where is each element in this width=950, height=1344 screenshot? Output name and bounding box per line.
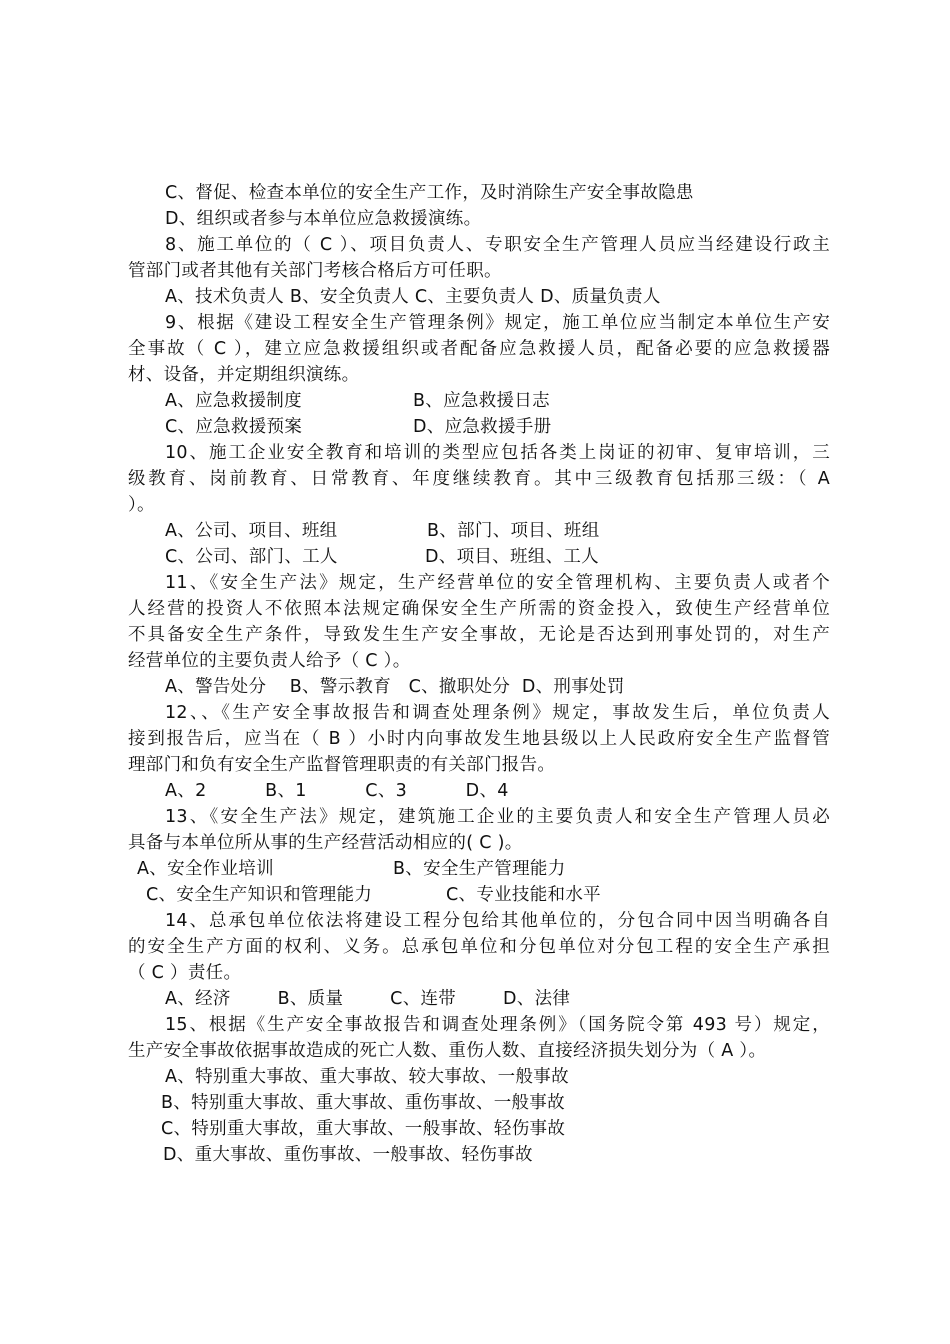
q10-options-row2 [165,544,785,570]
q14-stem-line1: 14、总承包单位依法将建设工程分包给其他单位的，分包合同中因当明确各自 [165,911,830,931]
q12-stem-line3: 理部门和负有安全生产监督管理职责的有关部门报告。 [128,755,556,775]
q9-stem-line1: 9、根据《建设工程安全生产管理条例》规定，施工单位应当制定本单位生产安 [165,313,830,333]
q10-stem-line3: ）。 [128,495,155,515]
q14-options: A、经济 B、质量 C、连带 D、法律 [165,989,571,1009]
q9-option-a: A、应急救援制度 [165,391,302,411]
q9-option-c: C、应急救援预案 [165,417,303,437]
q15-stem-line1: 15、根据《生产安全事故报告和调查处理条例》（国务院令第 493 号）规定， [165,1015,830,1035]
q9-stem-line2: 全事故（ C ），建立应急救援组织或者配备应急救援人员，配备必要的应急救援器 [128,339,830,359]
q7-option-d: D、组织或者参与本单位应急救援演练。 [165,209,482,229]
q14-stem-line3: （ C ）责任。 [128,963,242,983]
q10-stem-line1: 10、施工企业安全教育和培训的类型应包括各类上岗证的初审、复审培训，三 [165,443,830,463]
q11-stem-line3: 不具备安全生产条件，导致发生生产安全事故，无论是否达到刑事处罚的，对生产 [128,625,830,645]
q13-stem-line2: 具备与本单位所从事的生产经营活动相应的( C )。 [128,833,523,853]
q13-option-c: C、安全生产知识和管理能力 [146,885,373,905]
q7-option-c: C、督促、检查本单位的安全生产工作，及时消除生产安全事故隐患 [165,183,694,203]
q9-option-b: B、应急救援日志 [413,391,550,411]
q15-option-d: D、重大事故、重伤事故、一般事故、轻伤事故 [163,1145,533,1165]
q11-stem-line1: 11、《安全生产法》规定，生产经营单位的安全管理机构、主要负责人或者个 [165,573,830,593]
q10-options-row1 [165,518,785,544]
q12-stem-line1: 12、、《生产安全事故报告和调查处理条例》规定，事故发生后，单位负责人 [165,703,830,723]
q15-stem-line2: 生产安全事故依据事故造成的死亡人数、重伤人数、直接经济损失划分为（ A ）。 [128,1041,767,1061]
q10-option-a: A、公司、项目、班组 [165,521,338,541]
q15-option-a: A、特别重大事故、重大事故、较大事故、一般事故 [165,1067,569,1087]
q12-stem-line2: 接到报告后，应当在（ B ）小时内向事故发生地县级以上人民政府安全生产监督管 [128,729,830,749]
q13-options-row1 [137,856,757,882]
q11-stem-line2: 人经营的投资人不依照本法规定确保安全生产所需的资金投入，致使生产经营单位 [128,599,830,619]
q8-stem-line1: 8、施工单位的（ C ）、项目负责人、专职安全生产管理人员应当经建设行政主 [165,235,830,255]
q13-option-a: A、安全作业培训 [137,859,274,879]
q8-stem-line2: 管部门或者其他有关部门考核合格后方可任职。 [128,261,502,281]
q10-stem-line2: 级教育、岗前教育、日常教育、年度继续教育。其中三级教育包括那三级：（ A [128,469,830,489]
q11-stem-line4: 经营单位的主要负责人给予（ C ）。 [128,651,411,671]
q8-options: A、技术负责人 B、安全负责人 C、主要负责人 D、质量负责人 [165,287,661,307]
q13-option-b: B、安全生产管理能力 [393,859,566,879]
q10-option-d: D、项目、班组、工人 [425,547,599,567]
q9-options-row1 [165,388,785,414]
q10-option-c: C、公司、部门、工人 [165,547,338,567]
q12-options: A、2 B、1 C、3 D、4 [165,781,509,801]
q10-option-b: B、部门、项目、班组 [427,521,600,541]
q11-options: A、警告处分 B、警示教育 C、撤职处分 D、刑事处罚 [165,677,625,697]
q15-option-c: C、特别重大事故，重大事故、一般事故、轻伤事故 [161,1119,566,1139]
q15-option-b: B、特别重大事故、重大事故、重伤事故、一般事故 [161,1093,565,1113]
q13-option-d: C、专业技能和水平 [446,885,601,905]
q14-stem-line2: 的安全生产方面的权利、义务。总承包单位和分包单位对分包工程的安全生产承担 [128,937,830,957]
q9-option-d: D、应急救援手册 [413,417,552,437]
q9-options-row2 [165,414,785,440]
q13-stem-line1: 13、《安全生产法》规定，建筑施工企业的主要负责人和安全生产管理人员必 [165,807,830,827]
q13-options-row2 [146,882,766,908]
q9-stem-line3: 材、设备，并定期组织演练。 [128,365,360,385]
